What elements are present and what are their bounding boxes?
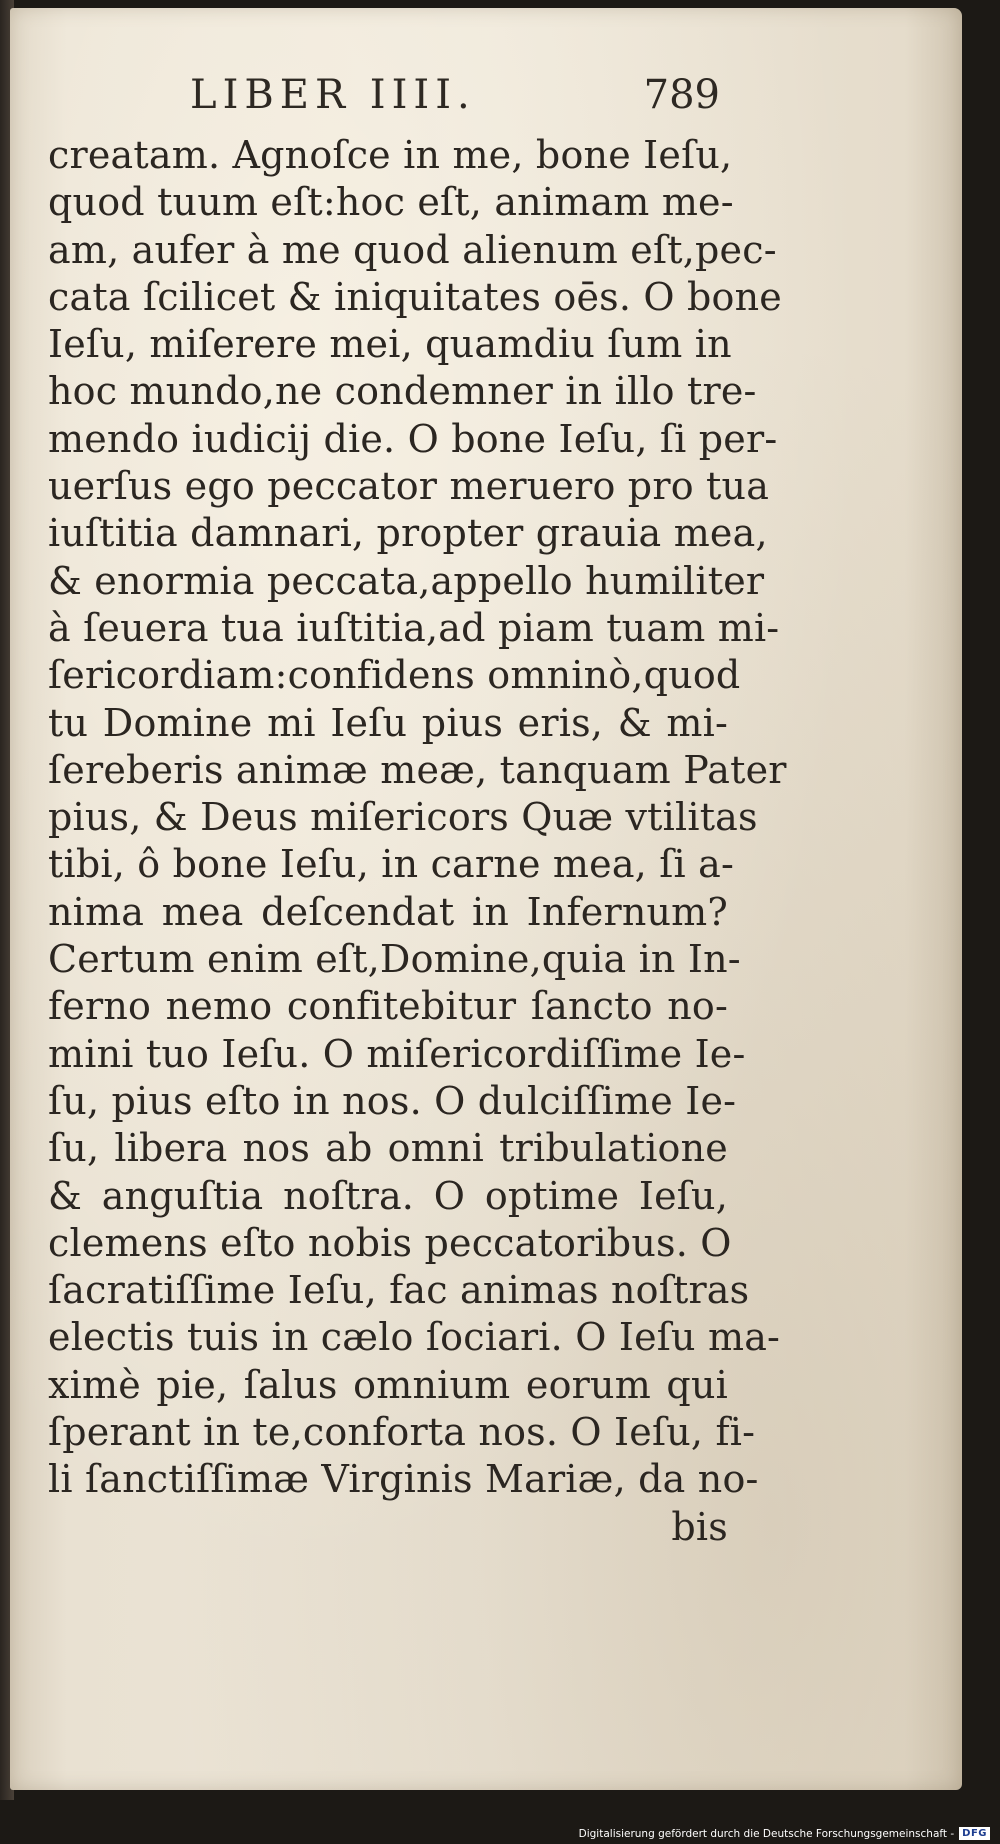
text-line: nima mea deſcendat in Infernum? xyxy=(48,889,728,934)
text-line: quod tuum eſt:hoc eſt, animam me- xyxy=(48,180,734,225)
text-line: à ſeuera tua iuſtitia,ad piam tuam mi- xyxy=(48,605,780,650)
text-line: cata ſcilicet & iniquitates oēs. O bone xyxy=(48,274,782,319)
text-line: bis xyxy=(671,1504,728,1549)
text-line: ſu, pius eſto in nos. O dulciſſime Ie- xyxy=(48,1078,737,1123)
book-page xyxy=(10,8,962,1790)
text-line: tu Domine mi Ieſu pius eris, & mi- xyxy=(48,700,728,745)
text-line: ſu, libera nos ab omni tribulatione xyxy=(48,1126,728,1171)
text-line: mini tuo Ieſu. O miſericordiſſime Ie- xyxy=(48,1031,746,1076)
page-number: 789 xyxy=(643,72,720,118)
text-line: Certum enim eſt,Domine,quia in In- xyxy=(48,937,741,982)
text-line: ſereberis animæ meæ, tanquam Pater xyxy=(48,747,787,792)
text-line: ſacratiſſime Ieſu, fac animas noſtras xyxy=(48,1268,750,1313)
text-line: electis tuis in cælo ſociari. O Ieſu ma- xyxy=(48,1315,781,1360)
running-head: LIBER IIII. xyxy=(190,72,476,118)
text-line: ſericordiam:confidens omninò,quod xyxy=(48,653,741,698)
text-line: & enormia peccata,appello humiliter xyxy=(48,558,765,603)
text-line: creatam. Agnoſce in me, bone Ieſu, xyxy=(48,133,733,177)
footer-credit xyxy=(579,1827,990,1840)
text-line: mendo iudicij die. O bone Ieſu, ſi per- xyxy=(48,416,778,461)
text-line: hoc mundo,ne condemner in illo tre- xyxy=(48,369,757,414)
text-line: am, aufer à me quod alienum eſt,pec- xyxy=(48,227,777,272)
digitization-credit: Digitalisierung gefördert durch die Deutsche Forschungsgemeinschaft - xyxy=(578,1827,955,1840)
text-line: ximè pie, ſalus omnium eorum qui xyxy=(48,1362,728,1407)
text-line: & anguſtia noſtra. O optime Ieſu, xyxy=(48,1173,728,1218)
text-line: ferno nemo confitebitur ſancto no- xyxy=(48,984,728,1029)
text-line: li ſanctiſſimæ Virginis Mariæ, da no- xyxy=(48,1457,759,1502)
text-line: tibi, ô bone Ieſu, in carne mea, ſi a- xyxy=(48,842,735,887)
text-line: uerſus ego peccator meruero pro tua xyxy=(48,464,770,509)
text-line: ſperant in te,conforta nos. O Ieſu, fi- xyxy=(48,1410,756,1455)
text-line: clemens eſto nobis peccatoribus. O xyxy=(48,1220,732,1265)
body-text xyxy=(48,132,787,1551)
text-line: iuſtitia damnari, propter grauia mea, xyxy=(48,511,768,556)
page-header xyxy=(180,72,720,122)
text-line: pius, & Deus miſericors Quæ vtilitas xyxy=(48,795,758,840)
dfg-logo: DFG xyxy=(959,1827,990,1840)
text-line: Ieſu, miſerere mei, quamdiu ſum in xyxy=(48,322,732,367)
